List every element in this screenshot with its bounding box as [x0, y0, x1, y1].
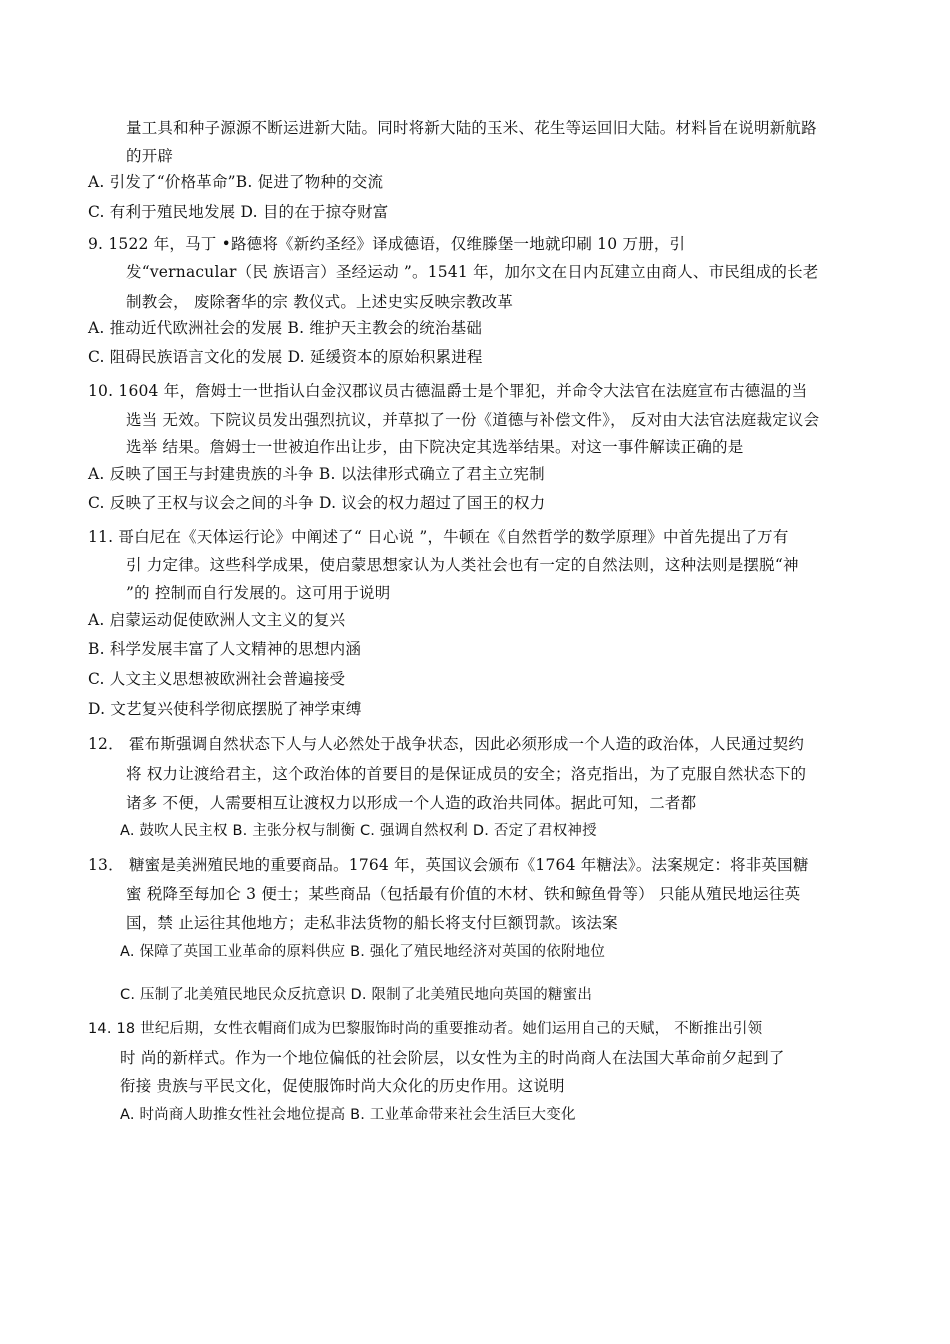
q11-stem-line-3: ”的 控制而自行发展的。这可用于说明: [126, 584, 391, 602]
q8-options-cd: C. 有利于殖民地发展 D. 目的在于掠夺财富: [88, 203, 389, 221]
q11-option-c: C. 人文主义思想被欧洲社会普遍接受: [88, 670, 346, 688]
q11-stem-line-2: 引 力定律。这些科学成果，使启蒙思想家认为人类社会也有一定的自然法则，这种法则是摆脱“神: [126, 556, 799, 574]
q9-stem-line-2: 发“vernacular（民 族语言）圣经运动 ”。1541 年，加尔文在日内瓦建立由商人、市民组成的长老: [126, 263, 819, 281]
q11-option-a: A. 启蒙运动促使欧洲人文主义的复兴: [88, 611, 346, 629]
q10-stem-line-2: 选当 无效。下院议员发出强烈抗议，并草拟了一份《道德与补偿文件》， 反对由大法官法庭裁定议会: [126, 411, 820, 429]
q13-stem-line-1: 13． 糖蜜是美洲殖民地的重要商品。1764 年，英国议会颁布《1764 年糖法》。法案规定：将非英国糖: [88, 856, 809, 874]
q9-stem-line-3: 制教会， 废除奢华的宗 教仪式。上述史实反映宗教改革: [126, 293, 514, 311]
q13-stem-line-3: 国，禁 止运往其他地方；走私非法货物的船长将支付巨额罚款。该法案: [126, 914, 618, 932]
q10-options-ab: A. 反映了国王与封建贵族的斗争 B. 以法律形式确立了君主立宪制: [88, 465, 545, 483]
q10-stem-line-3: 选举 结果。詹姆士一世被迫作出让步，由下院决定其选举结果。对这一事件解读正确的是: [126, 438, 744, 456]
q9-stem-line-1: 9. 1522 年，马丁 •路德将《新约圣经》译成德语，仅维滕堡一地就印刷 10 万册，引: [88, 235, 686, 253]
q12-stem-line-2: 将 权力让渡给君主，这个政治体的首要目的是保证成员的安全；洛克指出，为了克服自然状态下的: [126, 765, 807, 783]
q12-options: A. 鼓吹人民主权 B. 主张分权与制衡 C. 强调自然权利 D. 否定了君权神授: [120, 823, 597, 839]
q8-stem-line-1: 量工具和种子源源不断运进新大陆。同时将新大陆的玉米、花生等运回旧大陆。材料旨在说明新航路: [126, 119, 817, 137]
q13-stem-line-2: 蜜 税降至每加仑 3 便士；某些商品（包括最有价值的木材、铁和鲸鱼骨等） 只能从殖民地运往英: [126, 885, 801, 903]
q9-options-ab: A. 推动近代欧洲社会的发展 B. 维护天主教会的统治基础: [88, 319, 483, 337]
q8-options-ab: A. 引发了“价格革命”B. 促进了物种的交流: [88, 173, 384, 191]
q12-stem-line-3: 诸多 不便，人需要相互让渡权力以形成一个人造的政治共同体。据此可知，二者都: [126, 794, 697, 812]
q10-options-cd: C. 反映了王权与议会之间的斗争 D. 议会的权力超过了国王的权力: [88, 494, 546, 512]
q14-stem-line-1: 14. 18 世纪后期，女性衣帽商们成为巴黎服饰时尚的重要推动者。她们运用自己的天赋， 不断推出引领: [88, 1021, 763, 1037]
q9-options-cd: C. 阻碍民族语言文化的发展 D. 延缓资本的原始积累进程: [88, 348, 483, 366]
q11-option-d: D. 文艺复兴使科学彻底摆脱了神学束缚: [88, 700, 362, 718]
q13-options-cd: C. 压制了北美殖民地民众反抗意识 D. 限制了北美殖民地向英国的糖蜜出: [120, 987, 593, 1003]
q14-options-ab: A. 时尚商人助推女性社会地位提高 B. 工业革命带来社会生活巨大变化: [120, 1107, 576, 1123]
q11-stem-line-1: 11. 哥白尼在《天体运行论》中阐述了“ 日心说 ”，牛顿在《自然哲学的数学原理》中首先提出了万有: [88, 528, 789, 546]
q13-options-ab: A. 保障了英国工业革命的原料供应 B. 强化了殖民地经济对英国的依附地位: [120, 944, 606, 960]
q12-stem-line-1: 12． 霍布斯强调自然状态下人与人必然处于战争状态，因此必须形成一个人造的政治体，人民通过契约: [88, 735, 805, 753]
q10-stem-line-1: 10. 1604 年，詹姆士一世指认白金汉郡议员古德温爵士是个罪犯，并命令大法官在法庭宣布古德温的当: [88, 382, 808, 400]
q14-stem-line-3: 衔接 贵族与平民文化，促使服饰时尚大众化的历史作用。这说明: [120, 1077, 565, 1095]
q14-stem-line-2: 时 尚的新样式。作为一个地位偏低的社会阶层，以女性为主的时尚商人在法国大革命前夕起到了: [120, 1049, 785, 1067]
q11-option-b: B. 科学发展丰富了人文精神的思想内涵: [88, 640, 362, 658]
q8-stem-line-2: 的开辟: [126, 147, 174, 165]
